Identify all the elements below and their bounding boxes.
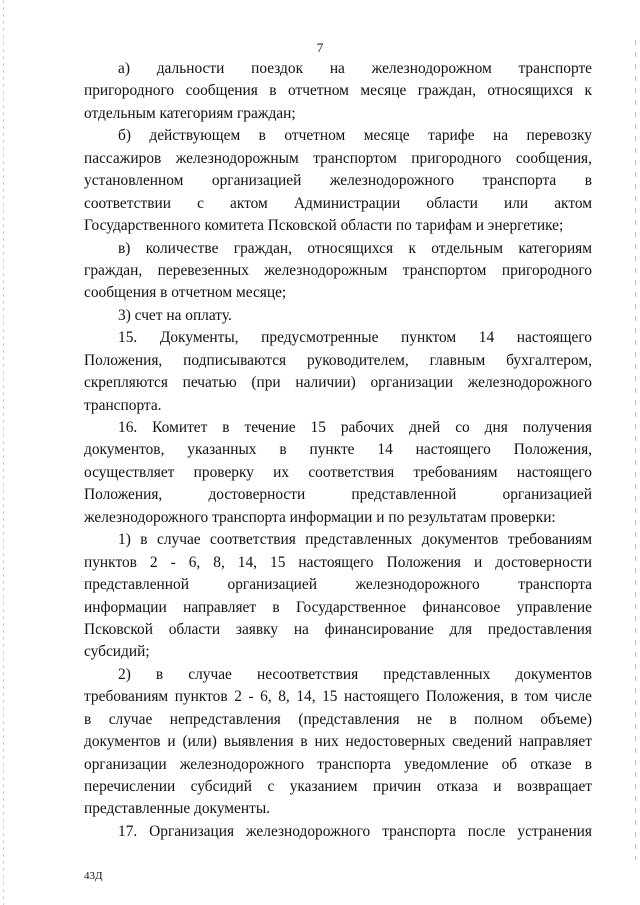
paragraph <box>84 305 592 327</box>
text-line: документов и (или) выявления в них недостоверных сведений направляет <box>84 733 592 751</box>
scan-left-edge <box>3 0 4 905</box>
text-line: требованиям пунктов 2 - 6, 8, 14, 15 настоящего Положения, в том числе <box>84 688 592 706</box>
text-line: пригородного сообщения в отчетном месяце граждан, относящихся к <box>84 82 592 100</box>
text-line: 17. Организация железнодорожного транспорта после устранения <box>118 822 592 840</box>
text-line: 16. Комитет в течение 15 рабочих дней со дня получения <box>118 419 592 436</box>
text-line: сообщения в отчетном месяце; <box>84 284 287 302</box>
text-line: Государственного комитета Псковской области по тарифам и энергетике; <box>84 217 564 235</box>
text-line: установленном организацией железнодорожного транспорта в <box>84 172 592 190</box>
text-line: организации железнодорожного транспорта уведомление об отказе в <box>84 755 592 773</box>
text-line: Псковской области заявку на финансирование для предоставления <box>84 620 592 638</box>
text-line: представленной организацией железнодорожного транспорта <box>84 576 592 594</box>
text-line: Положения, подписываются руководителем, главным бухгалтером, <box>84 351 592 369</box>
text-line: осуществляет проверку их соответствия требованиям настоящего <box>84 463 592 481</box>
text-line: пунктов 2 - 6, 8, 14, 15 настоящего Положения и достоверности <box>84 553 592 571</box>
scan-right-edge <box>635 40 636 860</box>
text-line: а) дальности поездок на железнодорожном транспорте <box>118 60 592 77</box>
text-line: отдельным категориям граждан; <box>84 104 296 122</box>
text-line: 3) счет на оплату. <box>118 306 232 324</box>
paragraph <box>84 125 592 237</box>
text-line: представленные документы. <box>84 800 271 818</box>
paragraph <box>84 58 592 125</box>
text-line: железнодорожного транспорта информации и по результатам проверки: <box>84 508 556 526</box>
text-line: Положения, достоверности представленной организацией <box>84 486 592 504</box>
document-body <box>84 58 592 843</box>
text-line: в случае непредставления (представления не в полном объеме) <box>84 710 592 728</box>
text-line: 1) в случае соответствия представленных документов требованиям <box>118 531 592 549</box>
text-line: соответствии с актом Администрации области или актом <box>84 194 592 212</box>
text-line: б) действующем в отчетном месяце тарифе на перевозку <box>118 127 592 145</box>
paragraph <box>84 327 592 417</box>
footer-code: 43Д <box>84 870 103 882</box>
paragraph <box>84 664 592 821</box>
text-line: в) количестве граждан, относящихся к отдельным категориям <box>118 239 592 257</box>
text-line: 15. Документы, предусмотренные пунктом 14 настоящего <box>118 329 592 347</box>
text-line: 2) в случае несоответствия представленных документов <box>118 665 592 683</box>
paragraph <box>84 238 592 305</box>
paragraph <box>84 417 592 529</box>
text-line: пассажиров железнодорожным транспортом пригородного сообщения, <box>84 149 592 167</box>
page-number: 7 <box>316 40 324 55</box>
text-line: субсидий; <box>84 643 150 661</box>
text-line: документов, указанных в пункте 14 настоящего Положения, <box>84 441 592 459</box>
text-line: перечислении субсидий с указанием причин отказа и возвращает <box>84 778 592 795</box>
text-line: граждан, перевезенных железнодорожным транспортом пригородного <box>84 261 592 279</box>
text-line: транспорта. <box>84 396 162 414</box>
text-line: скрепляются печатью (при наличии) организации железнодорожного <box>84 374 592 392</box>
paragraph <box>84 529 592 664</box>
text-line: информации направляет в Государственное финансовое управление <box>84 598 592 616</box>
paragraph <box>84 821 592 843</box>
